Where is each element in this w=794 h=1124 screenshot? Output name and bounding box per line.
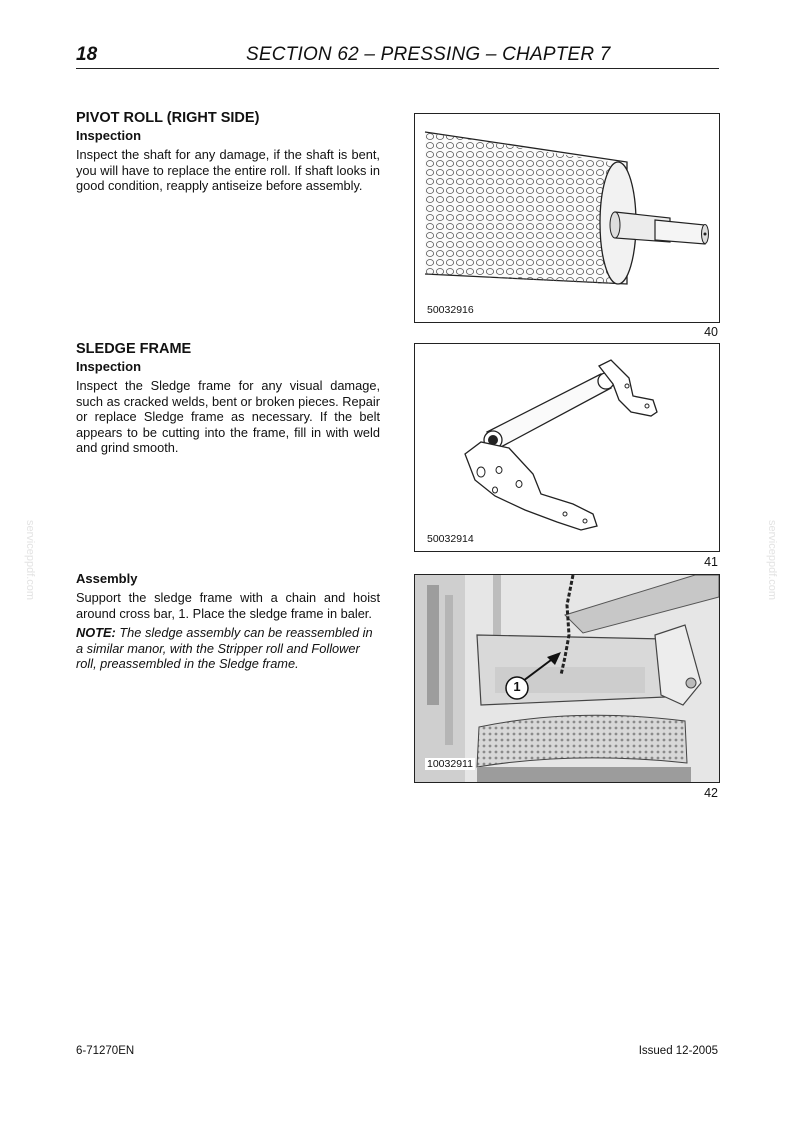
callout-1: 1	[513, 679, 521, 694]
figure-code: 50032914	[427, 533, 474, 545]
figure-sledge-assembly	[414, 574, 720, 783]
pivot-roll-text: Inspect the shaft for any damage, if the shaft is bent, you will have to replace the entire roll. If shaft looks in good condition, reapply antiseize before assembly.	[76, 147, 380, 193]
pivot-roll-heading: PIVOT ROLL (RIGHT SIDE)	[76, 110, 260, 126]
sledge-assembly-photo	[415, 575, 719, 782]
sledge-frame-text: Inspect the Sledge frame for any visual damage, such as cracked welds, bent or broken pieces. Repair or replace Sledge frame as necessary. If the belt appears to be cutting into the frame, fill in with weld and grind smooth.	[76, 378, 380, 455]
footer-issue-date: Issued 12-2005	[638, 1045, 718, 1057]
assembly-note	[76, 625, 380, 672]
sledge-frame-illustration	[415, 344, 719, 551]
watermark-right: serviceppdf.com	[766, 520, 778, 601]
note-label: NOTE:	[76, 625, 116, 640]
page-title: SECTION 62 – PRESSING – CHAPTER 7	[246, 44, 611, 65]
assembly-subheading: Assembly	[76, 571, 138, 586]
page-number: 18	[76, 44, 98, 65]
sledge-frame-section	[76, 341, 380, 456]
watermark-left: serviceppdf.com	[24, 520, 36, 601]
pivot-roll-section	[76, 110, 380, 194]
figure-number: 41	[704, 555, 718, 569]
figure-pivot-roll	[414, 113, 720, 323]
figure-code: 10032911	[427, 758, 473, 770]
figure-number: 42	[704, 786, 718, 800]
sledge-frame-heading: SLEDGE FRAME	[76, 341, 192, 357]
sledge-frame-subheading: Inspection	[76, 359, 142, 374]
note-text: The sledge assembly can be reassembled in a similar manor, with the Stripper roll and Follower roll, preassembled in the Sledge frame.	[76, 625, 373, 671]
assembly-text: Support the sledge frame with a chain and hoist around cross bar, 1. Place the sledge frame in baler.	[76, 590, 380, 621]
pivot-roll-subheading: Inspection	[76, 128, 142, 143]
figure-sledge-frame	[414, 343, 720, 552]
header-divider	[76, 68, 719, 69]
footer-document-code: 6-71270EN	[76, 1045, 135, 1057]
assembly-section	[76, 571, 380, 672]
pivot-roll-illustration	[415, 114, 719, 322]
figure-code: 50032916	[427, 304, 474, 316]
figure-number: 40	[704, 325, 718, 339]
